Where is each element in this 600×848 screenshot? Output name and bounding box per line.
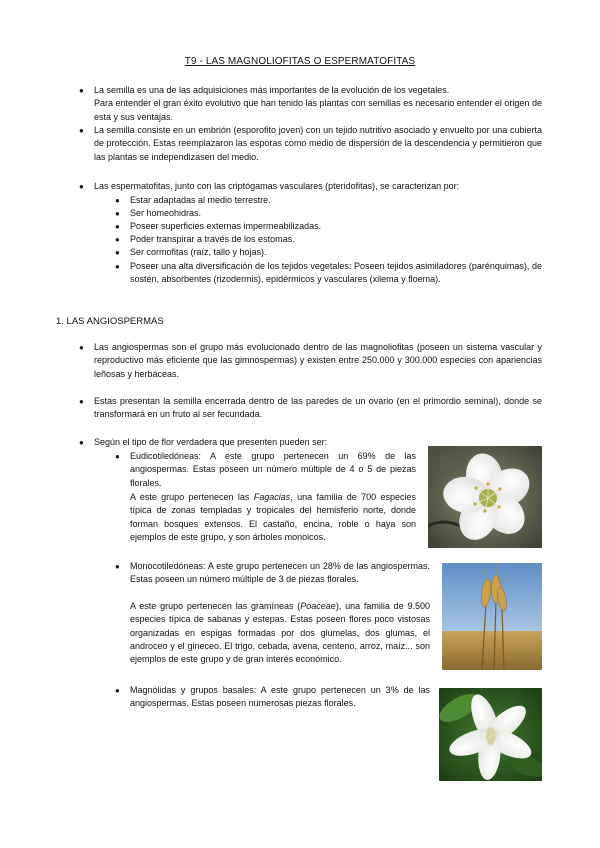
magnolid-description: Magnólidas y grupos basales: A este grupo pertenecen un 3% de las angiospermas. Estas poseen numerosas piezas florales. <box>130 685 430 709</box>
intro-line-2: Para entender el gran éxito evolutivo que han tenido las plantas con semillas es necesario entender el origen de esta y sus ventajas. <box>94 98 542 122</box>
sub-bullet-icon: ● <box>115 222 120 231</box>
angiosperms-paragraph-1: Las angiospermas son el grupo más evolucionado dentro de las magnoliofitas (poseen un sistema vascular y reproductivo más eficiente que las gimnospermas) y existen entre 250.000 y 300.000 especies con apariencias leñosas y herbáceas. <box>94 342 542 379</box>
sub-bullet-icon: ● <box>115 235 120 244</box>
white-blossom-photo <box>428 446 542 548</box>
sub-bullet-icon: ● <box>115 452 120 461</box>
sub-bullet-icon: ● <box>115 686 120 695</box>
bullet-icon: ● <box>79 438 84 447</box>
bullet-icon: ● <box>79 126 84 135</box>
eudicot-extra-family: Fagacias <box>253 492 291 502</box>
characteristic-item: Poseer una alta diversificación de los tejidos vegetales: Poseen tejidos asimiladores (parénquimas), de sostén, absorbentes (rizodermis), epidérmicos y vasculares (xilema y floema). <box>130 261 542 285</box>
intro-paragraph-3: Las espermatofitas, junto con las criptógamas vasculares (pteridofitas), se caracterizan por: <box>94 181 460 191</box>
angiosperms-paragraph-3: Según el tipo de flor verdadera que presenten pueden ser: <box>94 437 328 447</box>
intro-paragraph-1 <box>94 84 542 124</box>
monocot-description: Monocotiledóneas: A este grupo pertenecen un 28% de las angiospermas. Estas poseen un número múltiple de 3 de piezas florales. <box>130 561 430 585</box>
page-title: T9 - LAS MAGNOLIOFITAS O ESPERMATOFITAS <box>184 56 416 67</box>
characteristic-item: Ser cormofitas (raíz, tallo y hojas). <box>130 247 267 257</box>
monocot-extra-family: Poaceae <box>300 601 336 611</box>
angiosperms-paragraph-2: Estas presentan la semilla encerrada dentro de las paredes de un ovario (en el primordio seminal), donde se transformará en un fruto al ser fecundada. <box>94 396 542 420</box>
monocot-extra <box>130 600 430 666</box>
sub-bullet-icon: ● <box>115 248 120 257</box>
monocot-extra-pre: A este grupo pertenecen las gramíneas ( <box>130 601 301 611</box>
bullet-icon: ● <box>79 182 84 191</box>
monocot-extra-post: ), una familia de 9.500 especies típica de sabanas y estepas. Estas poseen flores poco vistosas organizadas en espigas formadas por dos glumelas, dos glumas, el androceo y el gineceo. El trigo, cebada, avena, centeno, arroz, maíz... son ejemplos de este grupo y de gran interés económico. <box>130 601 430 665</box>
intro-line-1: La semilla es una de las adquisiciones más importantes de la evolución de los vegetales. <box>94 85 450 95</box>
eudicot-extra-pre: A este grupo pertenecen las <box>130 492 254 502</box>
intro-paragraph-2: La semilla consiste en un embrión (esporofito joven) con un tejido nutritivo asociado y envuelto por una cubierta de protección. Estas reemplazaron las esporas como medio de dispersión de la descendencia y permitieron que las plantas se independizasen del medio. <box>94 125 542 162</box>
bullet-icon: ● <box>79 343 84 352</box>
eudicot-extra <box>130 491 416 544</box>
eudicot-description: Eudicotiledóneas: A este grupo pertenecen un 69% de las angiospermas. Estas poseen un número múltiple de 4 o 5 de piezas florales. <box>130 451 416 488</box>
magnolia-flower-photo <box>439 688 542 781</box>
wheat-field-photo <box>442 563 542 670</box>
characteristic-item: Poseer superficies externas impermeabilizadas. <box>130 221 322 231</box>
characteristic-item: Ser homeohidras. <box>130 208 202 218</box>
bullet-icon: ● <box>79 86 84 95</box>
characteristic-item: Poder transpirar a través de los estomas. <box>130 234 295 244</box>
sub-bullet-icon: ● <box>115 562 120 571</box>
sub-bullet-icon: ● <box>115 262 120 271</box>
sub-bullet-icon: ● <box>115 196 120 205</box>
eudicot-extra-post: , una familia de 700 especies típica de zonas templadas y tropicales del hemisferio norte, donde forman bosques extensos. El castaño, encina, roble o haya son ejemplos de este grupo, y son árboles monoicos. <box>130 492 416 542</box>
section-heading: 1. LAS ANGIOSPERMAS <box>56 316 164 327</box>
sub-bullet-icon: ● <box>115 209 120 218</box>
bullet-icon: ● <box>79 397 84 406</box>
characteristic-item: Estar adaptadas al medio terrestre. <box>130 195 271 205</box>
